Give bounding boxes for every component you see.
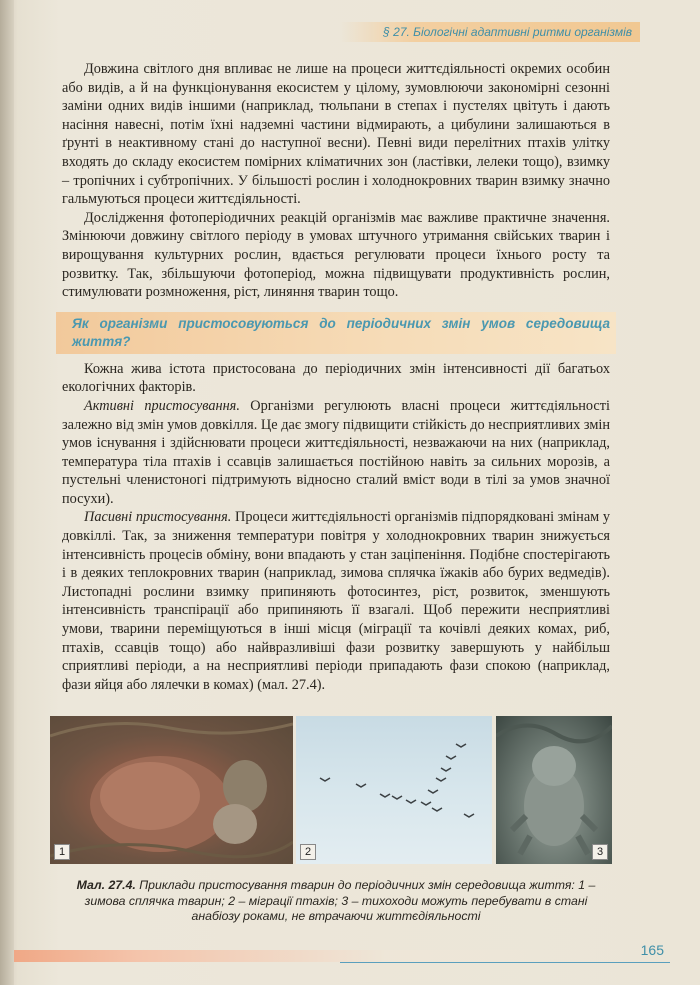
page-number: 165: [640, 942, 664, 958]
footer-rule: [340, 962, 670, 963]
migrating-birds-illustration: [296, 716, 492, 864]
photo-tardigrade: [496, 716, 612, 864]
section-heading: Як організми пристосовуються до періодичних змін умов середовища життя?: [56, 312, 616, 354]
photo-label-3: 3: [592, 844, 608, 860]
figure-caption: [62, 878, 610, 925]
paragraph-photoperiod-ecosystems: Довжина світлого дня впливає не лише на процеси життєдіяльності окремих особин або видів, а й на функціонування екосистем у цілому, зумовлюючи закономірні сезонні заміни одних видів іншими (наприклад, тюльпани в степах і пустелях цвітуть і дають насіння навесні, потім їхні надземні частини відмирають, а цибулини залишаються в ґрунті в неактивному стані до наступної весни). Певні види перелітних птахів улітку входять до складу екосистем помірних кліматичних зон (ластівки, лелеки тощо), взимку – тропічних і субтропічних. У більшості рослин і холоднокровних тварин взимку значно гальмуються процеси життєдіяльності.: [62, 61, 610, 208]
paragraph-active-adaptations: [62, 397, 610, 509]
passive-adaptations-text: Процеси життєдіяльності організмів підпорядковані змінам у довкіллі. Так, за зниження температури повітря у холоднокровних тварин знижується інтенсивність процесів обміну, вони впадають у стан заціпеніння. Подібне спостерігають і в деяких теплокровних тварин (наприклад, зимова сплячка їжаків або бурих ведмедів). Листопадні рослини взимку припиняють фотосинтез, ріст, розвиток, зменшують інтенсивність транспірації або припиняють її взагалі. Щоб пережити несприятливі умови, тварини переміщуються в інші місця (міграції та кочівлі деяких комах, риб, птахів, ссавців тощо) або найвразливіші фази розвитку завершують у найбільш сприятливі періоди, а на несприятливі періоди припадають фази спокою (наприклад, фази яйця або лялечки в комах) (мал. 27.4).: [62, 509, 610, 693]
paragraph-photoperiod-research: Дослідження фотоперіодичних реакцій організмів має важливе практичне значення. Змінюючи довжину світлого періоду в умовах штучного утримання свійських тварин і вирощування культурних рослин, вдається регулювати процеси їхнього росту та розвитку. Так, збільшуючи фотоперіод, можна підвищувати продуктивність рослин, стимулювати розмноження, ріст, линяння тварин тощо.: [62, 209, 610, 301]
photo-label-2: 2: [300, 844, 316, 860]
active-adaptations-text: Організми регулюють власні процеси життєдіяльності залежно від змін умов довкілля. Це дає змогу підвищити стійкість до несприятливих змін умов існування і здійснювати процеси життєдіяльності, незважаючи на них (наприклад, температура тіла птахів і ссавців залишається постійною навіть за сильних морозів, а пустельні членистоногі підтримують відносно сталий вміст води в тілі за умов значної посухи).: [62, 397, 610, 507]
term-passive-adaptations: Пасивні пристосування.: [84, 509, 232, 526]
term-active-adaptations: Активні пристосування.: [84, 397, 240, 414]
tardigrade-illustration: [496, 716, 612, 864]
figure-27-4: [50, 716, 612, 864]
photo-migrating-birds: [296, 716, 492, 864]
caption-text: Приклади пристосування тварин до періодичних змін середовища життя: 1 – зимова сплячка тварин; 2 – міграції птахів; 3 – тихоходи можуть перебувати в стані анабіозу роками, не втрачаючи життєдіяльності: [84, 878, 596, 923]
book-spine-shadow: [0, 0, 14, 985]
photo-hibernating-dormouse: [50, 716, 293, 864]
caption-title: Мал. 27.4.: [76, 878, 136, 892]
photo-label-1: 1: [54, 844, 70, 860]
footer-decoration: [14, 950, 634, 962]
dormouse-illustration: [50, 716, 293, 864]
running-header: § 27. Біологічні адаптивні ритми організмів: [340, 22, 640, 42]
paragraph-adaptation-intro: Кожна жива істота пристосована до періодичних змін інтенсивності дії багатьох екологічних факторів.: [62, 360, 610, 396]
main-text: [62, 60, 610, 694]
paragraph-passive-adaptations: [62, 508, 610, 694]
